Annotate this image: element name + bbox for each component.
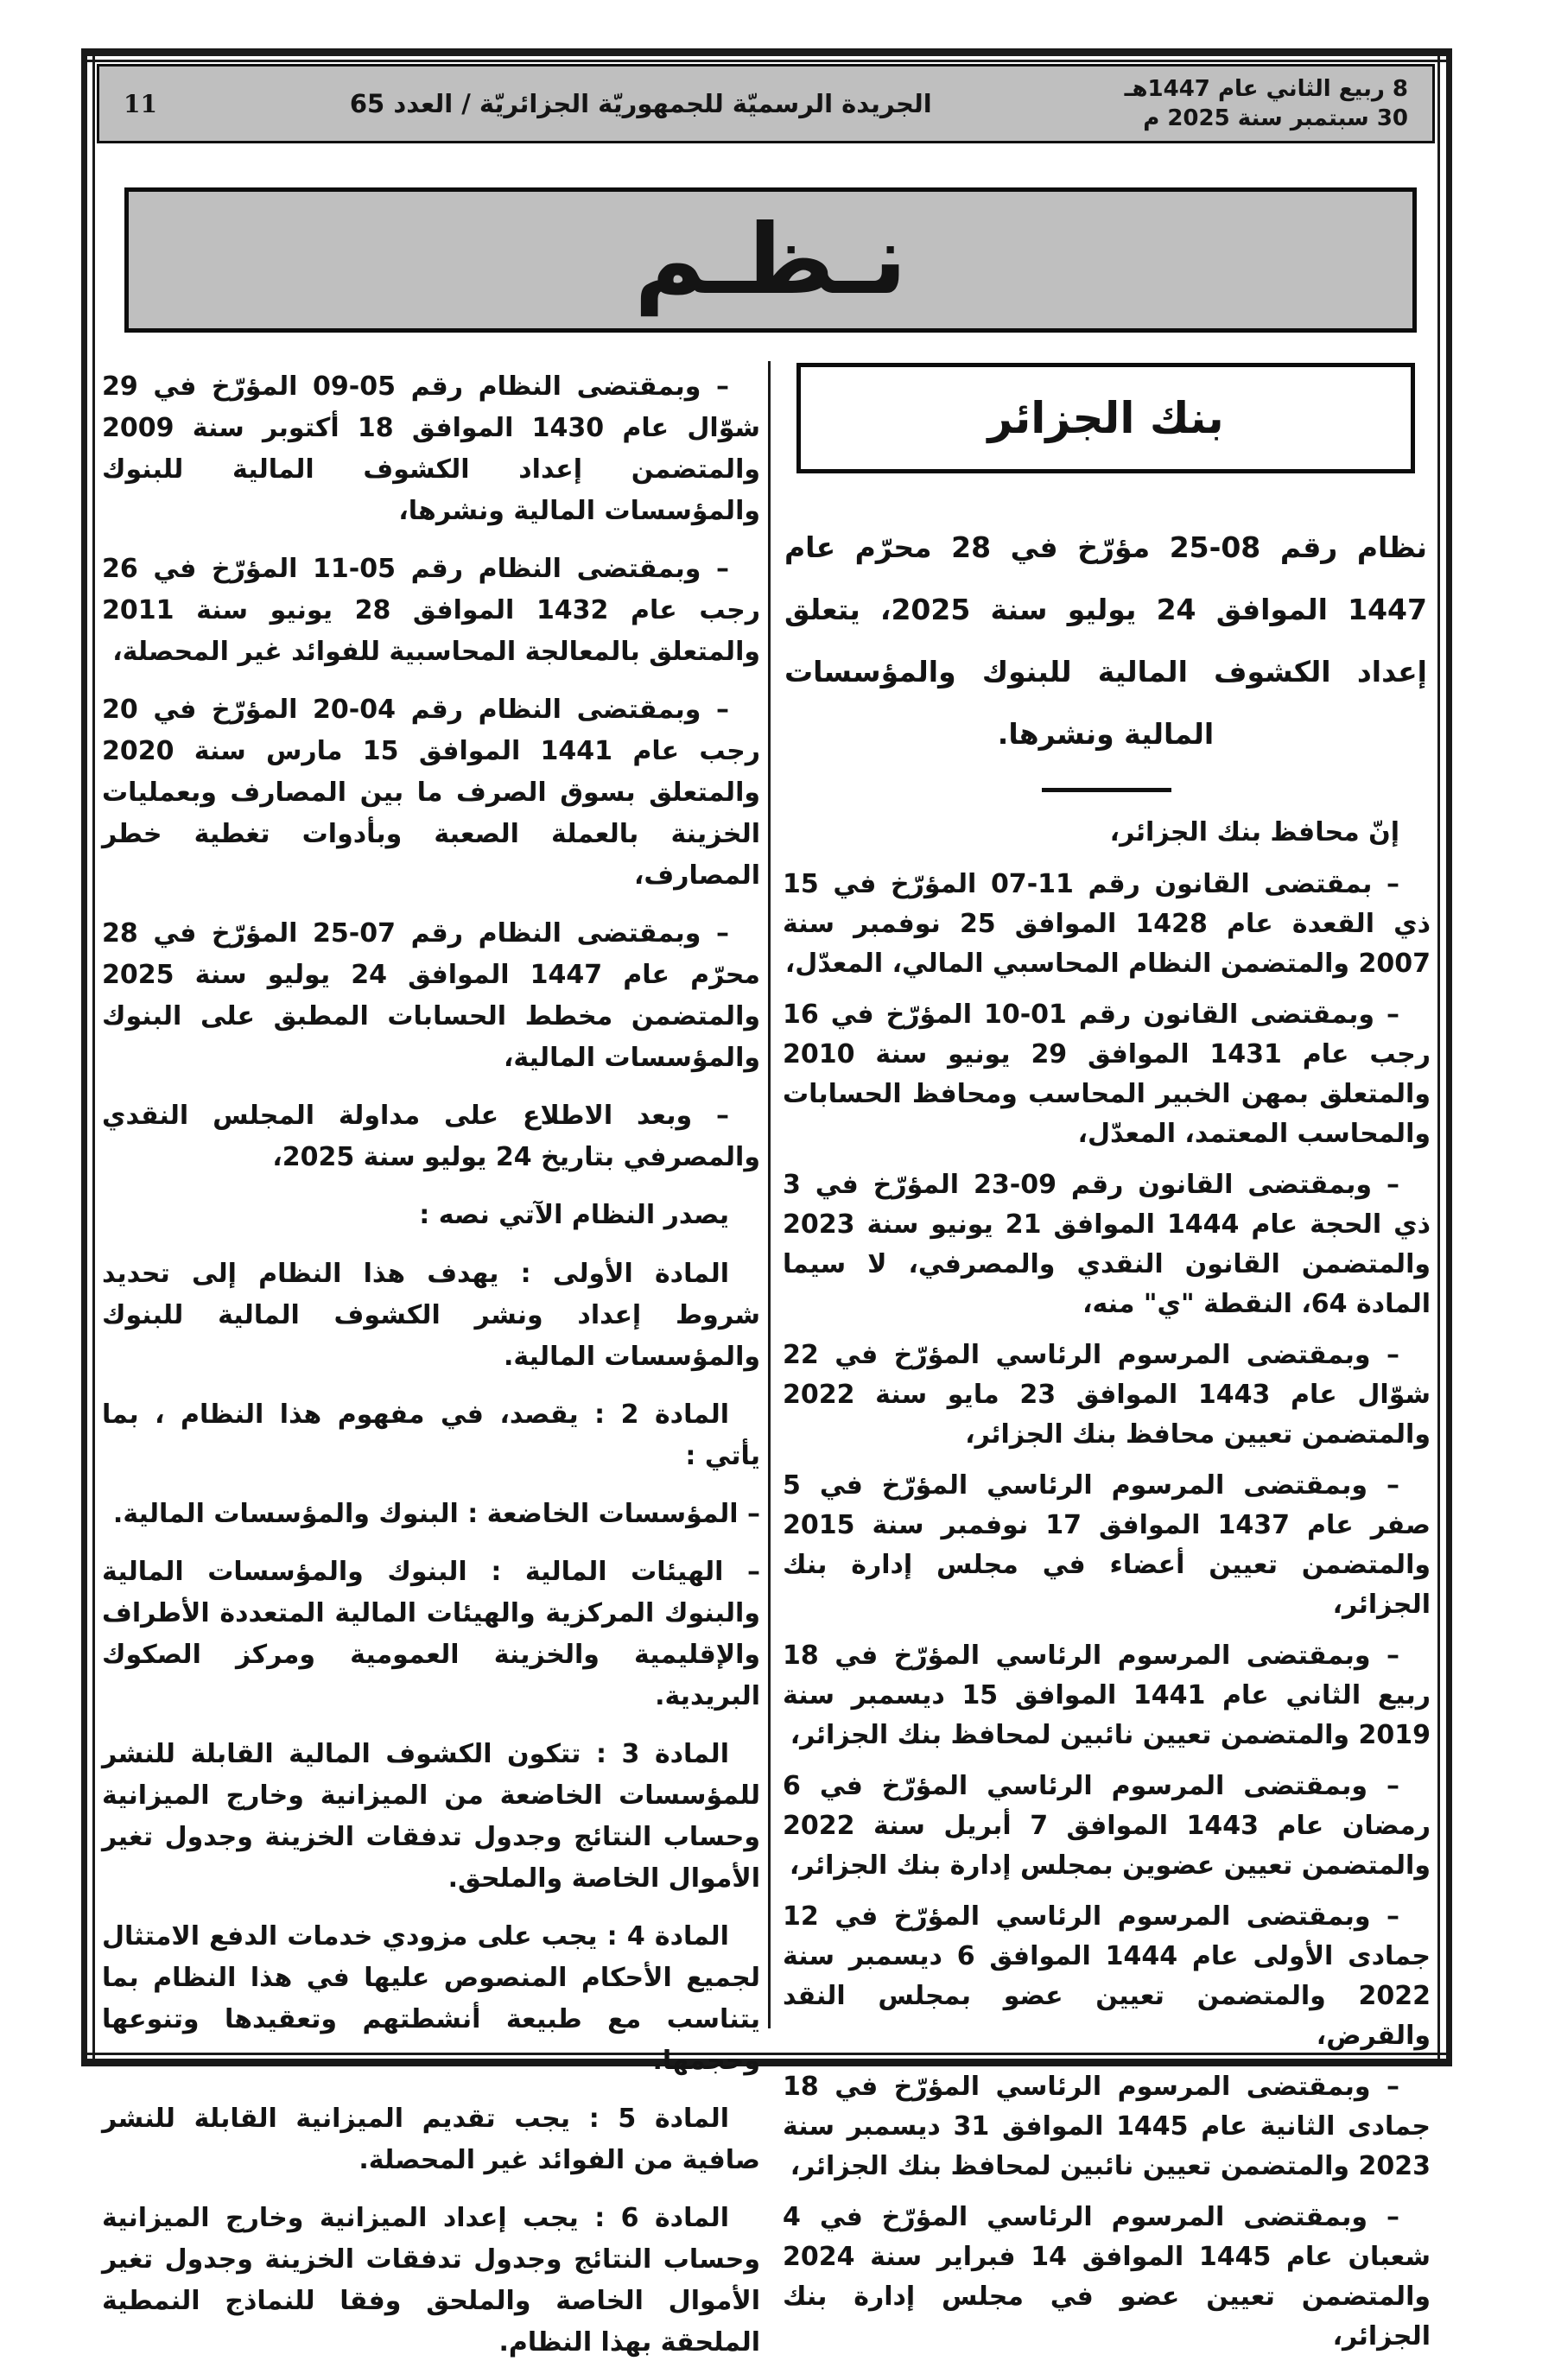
frame-left-outer-rule	[81, 48, 87, 2066]
frame-top-thin-rule	[81, 60, 1452, 62]
section-banner	[124, 187, 1417, 333]
whereas-paragraph: – وبمقتضى القانون رقم 01-10 المؤرّخ في 16 رجب عام 1431 الموافق 29 يونيو سنة 2010 والمتعلق بمهن الخبير المحاسب ومحافظ الحسابات والمحاسب المعتمد، المعدّل،	[783, 1000, 1431, 1149]
intro-separator-rule	[1042, 788, 1171, 792]
article-label: المادة 4 :	[606, 1921, 729, 1952]
whereas-paragraph: – وبمقتضى النظام رقم 07-25 المؤرّخ في 28 محرّم عام 1447 الموافق 24 يوليو سنة 2025 والمتضمن مخطط الحسابات المطبق على البنوك والمؤسسات المالية،	[102, 918, 760, 1073]
whereas-paragraph: – وبمقتضى النظام رقم 04-20 المؤرّخ في 20 رجب عام 1441 الموافق 15 مارس سنة 2020 والمتعلق بسوق الصرف ما بين المصارف وبعمليات الخزينة بالعملة الصعبة وبأدوات تغطية خطر المصارف،	[102, 695, 760, 891]
whereas-paragraph: – وبمقتضى النظام رقم 05-11 المؤرّخ في 26 رجب عام 1432 الموافق 28 يونيو سنة 2011 والمتعلق بالمعالجة المحاسبية للفوائد غير المحصلة،	[102, 554, 760, 667]
article-paragraph	[102, 1494, 760, 1535]
gregorian-date: 30 سبتمبر سنة 2025 م	[1143, 105, 1408, 131]
article-text: البنوك والمؤسسات المالية.	[112, 1499, 459, 1529]
article-text: تتكون الكشوف المالية القابلة للنشر للمؤسسات الخاضعة من الميزانية وخارج الميزانية وحساب النتائج وجدول تدفقات الخزينة وجدول تغير الأموال الخاصة والملحق.	[102, 1739, 760, 1894]
left-column	[102, 366, 760, 2380]
whereas-paragraph: – وبمقتضى المرسوم الرئاسي المؤرّخ في 6 رمضان عام 1443 الموافق 7 أبريل سنة 2022 والمتضمن تعيين عضوين بمجلس إدارة بنك الجزائر،	[783, 1771, 1431, 1881]
whereas-paragraph: – وبمقتضى المرسوم الرئاسي المؤرّخ في 12 جمادى الأولى عام 1444 الموافق 6 ديسمبر سنة 2022 والمتضمن تعيين عضو بمجلس النقد والقرض،	[783, 1901, 1431, 2051]
whereas-paragraph: – وبمقتضى القانون رقم 09-23 المؤرّخ في 3 ذي الحجة عام 1444 الموافق 21 يونيو سنة 2023 والمتضمن القانون النقدي والمصرفي، لا سيما المادة 64، النقطة "ي" منه،	[783, 1170, 1431, 1319]
whereas-list	[783, 865, 1431, 2357]
whereas-paragraph: – وبمقتضى المرسوم الرئاسي المؤرّخ في 18 ربيع الثاني عام 1441 الموافق 15 ديسمبر سنة 2019 والمتضمن تعيين نائبين لمحافظ بنك الجزائر،	[783, 1641, 1431, 1750]
opener-line: إنّ محافظ بنك الجزائر،	[1109, 817, 1399, 847]
article-paragraph	[102, 2098, 760, 2181]
frame-left-inner-rule	[92, 48, 95, 2066]
header-bar	[97, 64, 1435, 143]
regulation-intro: نظام رقم 08-25 مؤرّخ في 28 محرّم عام 1447 الموافق 24 يوليو سنة 2025، يتعلق إعداد الكشوف المالية للبنوك والمؤسسات المالية ونشرها.	[784, 530, 1427, 751]
article-paragraph	[102, 1394, 760, 1477]
column-separator-rule	[768, 361, 771, 2028]
whereas-paragraph: – بمقتضى القانون رقم 11-07 المؤرّخ في 15 ذي القعدة عام 1428 الموافق 25 نوفمبر سنة 2007 والمتضمن النظام المحاسبي المالي، المعدّل،	[783, 869, 1431, 979]
article-label: – المؤسسات الخاضعة :	[467, 1499, 760, 1529]
article-text: يجب تقديم الميزانية القابلة للنشر صافية من الفوائد غير المحصلة.	[102, 2104, 760, 2175]
org-title-box	[796, 363, 1415, 473]
article-label: المادة 5 :	[588, 2104, 729, 2134]
article-paragraph	[102, 1552, 760, 1717]
article-label: المادة الأولى :	[520, 1259, 729, 1289]
article-text: يقصد، في مفهوم هذا النظام ، بما يأتي :	[102, 1399, 760, 1471]
frame-right-inner-rule	[1437, 48, 1440, 2066]
frame-right-outer-rule	[1446, 48, 1452, 2066]
header-dates	[1125, 74, 1408, 133]
org-title: بنك الجزائر	[987, 393, 1224, 443]
article-text: يهدف هذا النظام إلى تحديد شروط إعداد ونشر الكشوف المالية للبنوك والمؤسسات المالية.	[102, 1259, 760, 1372]
article-paragraph	[102, 1734, 760, 1900]
whereas-paragraph: – وبمقتضى المرسوم الرئاسي المؤرّخ في 18 جمادى الثانية عام 1445 الموافق 31 ديسمبر سنة 2023 والمتضمن تعيين نائبين لمحافظ بنك الجزائر،	[783, 2072, 1431, 2181]
article-label: المادة 2 :	[594, 1399, 729, 1430]
section-banner-title: نـظـم	[634, 204, 907, 316]
article-text: البنوك والمؤسسات المالية والبنوك المركزية والهيئات المالية المتعددة الأطراف والإقليمية والخزينة العمومية ومركز الصكوك البريدية.	[102, 1557, 760, 1711]
page-number: 11	[124, 89, 157, 118]
journal-title: الجريدة الرسميّة للجمهوريّة الجزائريّة / العدد 65	[349, 89, 932, 118]
frame-top-thick-rule	[81, 48, 1452, 56]
article-label: المادة 6 :	[594, 2203, 729, 2233]
right-column	[783, 363, 1431, 2368]
article-paragraph	[102, 1253, 760, 1378]
article-paragraph	[102, 1916, 760, 2082]
article-label: المادة 3 :	[595, 1739, 729, 1769]
article-text: يجب إعداد الميزانية وخارج الميزانية وحساب النتائج وجدول تدفقات الخزينة وجدول تغير الأموال الخاصة والملحق وفقا للنماذج النمطية الملحقة بهذا النظام.	[102, 2203, 760, 2358]
whereas-paragraph: – وبعد الاطلاع على مداولة المجلس النقدي والمصرفي بتاريخ 24 يوليو سنة 2025،	[102, 1101, 760, 1172]
article-label: – الهيئات المالية :	[491, 1557, 761, 1587]
whereas-paragraph: – وبمقتضى المرسوم الرئاسي المؤرّخ في 4 شعبان عام 1445 الموافق 14 فبراير سنة 2024 والمتضمن تعيين عضو في مجلس إدارة بنك الجزائر،	[783, 2202, 1431, 2351]
article-text: يجب على مزودي خدمات الدفع الامتثال لجميع الأحكام المنصوص عليها في هذا النظام بما يتناسب مع طبيعة أنشطتهم وتعقيدها وتنوعها وحجمها.	[102, 1921, 760, 2076]
whereas-paragraph: – وبمقتضى المرسوم الرئاسي المؤرّخ في 22 شوّال عام 1443 الموافق 23 مايو سنة 2022 والمتضمن تعيين محافظ بنك الجزائر،	[783, 1340, 1431, 1450]
whereas-paragraph: – وبمقتضى المرسوم الرئاسي المؤرّخ في 5 صفر عام 1437 الموافق 17 نوفمبر سنة 2015 والمتضمن تعيين أعضاء في مجلس إدارة بنك الجزائر،	[783, 1470, 1431, 1620]
articles-list	[102, 1253, 760, 2364]
hijri-date: 8 ربيع الثاني عام 1447هـ	[1124, 76, 1408, 102]
whereas-list-continued	[102, 366, 760, 1178]
whereas-paragraph: – وبمقتضى النظام رقم 05-09 المؤرّخ في 29 شوّال عام 1430 الموافق 18 أكتوبر سنة 2009 والمتضمن إعداد الكشوف المالية للبنوك والمؤسسات المالية ونشرها،	[102, 371, 760, 526]
article-paragraph	[102, 2198, 760, 2364]
decree-line: يصدر النظام الآتي نصه :	[419, 1200, 729, 1230]
